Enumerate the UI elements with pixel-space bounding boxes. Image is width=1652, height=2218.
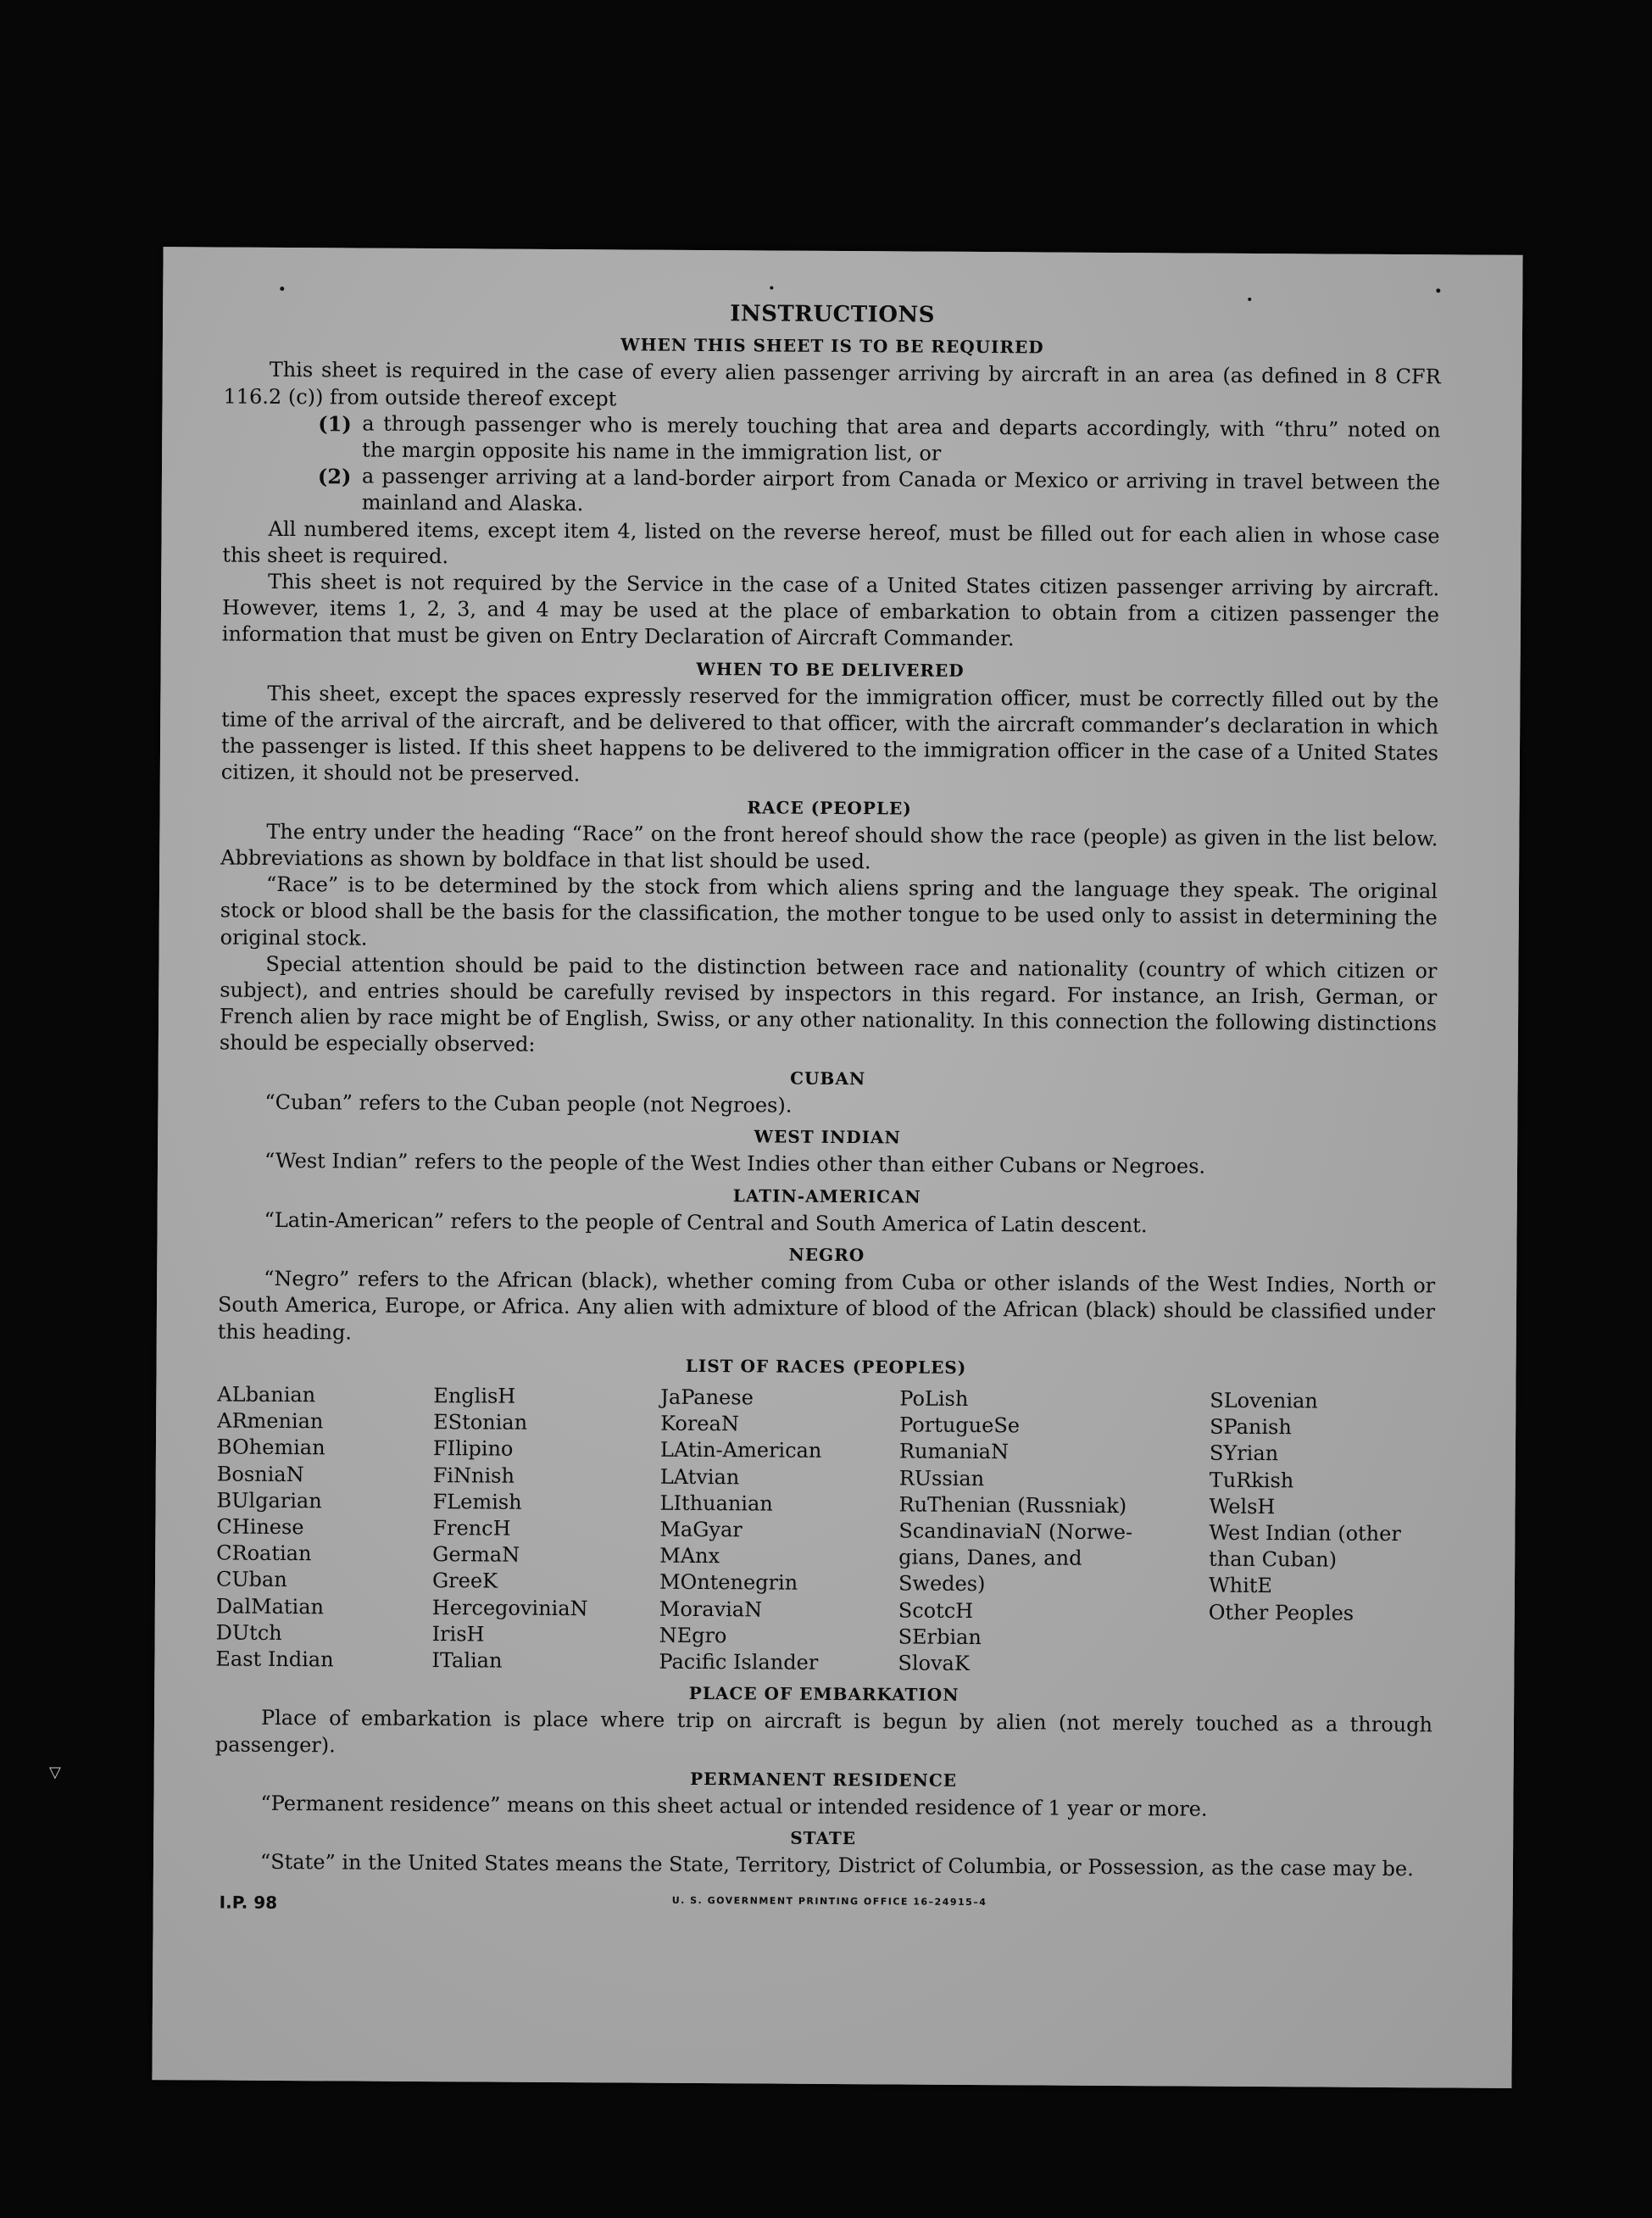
heading-permanent-residence: PERMANENT RESIDENCE [690, 1768, 958, 1791]
race-entry: EStonian [433, 1410, 528, 1435]
races-column [1208, 1388, 1432, 1680]
footer [214, 1882, 1432, 1915]
paragraph: Special attention should be paid to the distinction between race and nationality (country of which citizen or subject), and entries should be carefully revised by inspectors in this regard. For instance, an Irish, German, or French alien by race might be of English, Swiss, or any other nationality. In this connection the following distinctions should be especially observed: [219, 951, 1438, 1057]
item-number: (1) [318, 411, 352, 437]
form-id: I.P. 98 [219, 1892, 278, 1913]
heading-negro: NEGRO [788, 1244, 865, 1266]
paragraph: “Permanent residence” means on this sheet actual or intended residence of 1 year or more. [260, 1791, 1208, 1821]
paragraph: This sheet is required in the case of every alien passenger arriving by aircraft in an area (as defined in 8 CFR 116.2 (c)) from outside thereof except [223, 358, 1441, 410]
speck [770, 286, 773, 289]
race-entry: FLemish [432, 1489, 522, 1514]
race-entry: ITalian [431, 1648, 503, 1673]
paragraph: All numbered items, except item 4, listed on the reverse hereof, must be filled out for each alien in whose case this sheet is required. [222, 516, 1440, 569]
race-entry: IrisH [431, 1621, 485, 1647]
races-list [215, 1381, 1434, 1680]
race-entry: West Indian (other than Cuban) [1209, 1520, 1401, 1572]
race-entry: HercegoviniaN [431, 1595, 588, 1620]
race-entry: ScotcH [898, 1597, 974, 1623]
race-entry: SYrian [1209, 1441, 1279, 1466]
race-entry: MaGyar [659, 1517, 743, 1542]
race-entry: SPanish [1210, 1414, 1292, 1440]
item-number: (2) [317, 464, 352, 489]
heading-race: RACE (PEOPLE) [747, 796, 912, 819]
paragraph: “State” in the United States means the State, Territory, District of Columbia, or Possession, as the case may be. [259, 1850, 1414, 1881]
speck [280, 287, 284, 291]
race-entry: CUban [215, 1567, 287, 1592]
race-entry: FiNnish [432, 1463, 515, 1488]
race-entry: MAnx [659, 1543, 720, 1569]
race-entry: MOntenegrin [659, 1570, 798, 1596]
speck [1248, 298, 1251, 301]
paragraph: “West Indian” refers to the people of the West Indies other than either Cubans or Negroes. [264, 1149, 1206, 1179]
race-entry: ScandinaviaN (Norwe- gians, Danes, and Swedes) [898, 1519, 1133, 1597]
race-entry: CHinese [216, 1514, 304, 1540]
race-entry: FIlipino [432, 1436, 514, 1461]
race-entry: SlovaK [898, 1651, 970, 1675]
paragraph: The entry under the heading “Race” on the front hereof should show the race (people) as given in the list below. Abbreviations as shown by boldface in that list should be used. [220, 819, 1438, 874]
race-entry: LAtin-American [659, 1438, 822, 1463]
race-entry: ALbanian [217, 1382, 316, 1407]
race-entry: MoraviaN [659, 1597, 763, 1622]
races-column [898, 1385, 1210, 1678]
heading-when-required: WHEN THIS SHEET IS TO BE REQUIRED [620, 334, 1044, 358]
races-column [431, 1383, 660, 1675]
race-entry: NEgro [659, 1623, 727, 1647]
race-entry: Pacific Islander [659, 1649, 819, 1675]
race-entry: BUlgarian [216, 1488, 322, 1513]
race-entry: TuRkish [1209, 1468, 1294, 1492]
race-entry: Other Peoples [1208, 1600, 1354, 1625]
paragraph: “Race” is to be determined by the stock from which aliens spring and the language they speak. The original stock or blood shall be the basis for the classification, the mother tongue to be used only to assist in determining the original stock. [220, 872, 1438, 950]
race-entry: CRoatian [216, 1541, 312, 1566]
paragraph: Place of embarkation is place where trip on aircraft is begun by alien (not merely touched as a through passenger). [214, 1706, 1433, 1757]
paragraph: “Cuban” refers to the Cuban people (not Negroes). [264, 1089, 793, 1117]
race-entry: PoLish [899, 1386, 969, 1411]
race-entry: JaPanese [660, 1385, 754, 1410]
race-entry: ARmenian [217, 1408, 324, 1434]
paragraph: This sheet is not required by the Service in the case of a United States citizen passenger arriving by aircraft. However, items 1, 2, 3, and 4 may be used at the place of embarkation to obtain from a citizen passenger the information that must be given on Entry Declaration of Aircraft Commander. [221, 569, 1440, 651]
edge-mark-icon: ▽ [49, 1764, 61, 1781]
list-item [318, 463, 1440, 522]
heading-when-delivered: WHEN TO BE DELIVERED [696, 658, 965, 681]
paragraph: “Latin-American” refers to the people of Central and South America of Latin descent. [264, 1207, 1148, 1237]
speck [1436, 288, 1440, 293]
list-item [318, 410, 1440, 470]
document-body [214, 298, 1442, 1915]
races-column [659, 1385, 899, 1677]
race-entry: EnglisH [433, 1384, 516, 1408]
heading-state: STATE [790, 1827, 857, 1849]
race-entry: FrencH [432, 1516, 511, 1541]
race-entry: PortugueSe [899, 1413, 1021, 1438]
printer-imprint: U. S. GOVERNMENT PRINTING OFFICE 16–24915–4 [671, 1894, 987, 1908]
heading-place-of-embarkation: PLACE OF EMBARKATION [688, 1683, 959, 1706]
page-title: INSTRUCTIONS [730, 301, 936, 328]
race-entry: RuThenian (Russniak) [898, 1492, 1127, 1518]
paragraph: “Negro” refers to the African (black), whether coming from Cuba or other islands of the West Indies, North or South America, Europe, or Africa. Any alien with admixture of blood of the African (black) should be classified under this heading. [217, 1266, 1436, 1345]
race-entry: RumaniaN [898, 1439, 1010, 1464]
race-entry: BosniaN [216, 1462, 304, 1486]
race-entry: GreeK [431, 1569, 498, 1593]
race-entry: GermaN [432, 1542, 520, 1567]
heading-list-of-races: LIST OF RACES (PEOPLES) [685, 1355, 967, 1378]
race-entry: DalMatian [215, 1594, 325, 1619]
item-text: a passenger arriving at a land-border airport from Canada or Mexico or arriving in travel between the mainland and Alaska. [361, 464, 1441, 516]
race-entry: SLovenian [1210, 1388, 1318, 1413]
race-entry: BOhemian [216, 1435, 325, 1460]
race-entry: SErbian [898, 1624, 982, 1649]
race-entry: DUtch [215, 1620, 282, 1645]
race-entry: WhitE [1208, 1574, 1273, 1598]
document-page [152, 247, 1522, 2088]
heading-cuban: CUBAN [790, 1067, 866, 1089]
paragraph: This sheet, except the spaces expressly reserved for the immigration officer, must be correctly filled out by the time of the arrival of the aircraft, and be delivered to that officer, with the aircraft commander’s declaration in which the passenger is listed. If this sheet happens to be delivered to the immigration officer in the case of a United States citizen, it should not be preserved. [220, 681, 1439, 787]
race-entry: WelsH [1209, 1494, 1276, 1519]
heading-latin-american: LATIN-AMERICAN [732, 1184, 921, 1207]
race-entry: RUssian [898, 1465, 985, 1491]
races-column [215, 1381, 433, 1674]
heading-west-indian: WEST INDIAN [754, 1126, 901, 1148]
item-text: a through passenger who is merely touching that area and departs accordingly, with “thru” noted on the margin opposite his name in the immigration list, or [362, 411, 1441, 465]
race-entry: KoreaN [660, 1411, 739, 1436]
race-entry: East Indian [215, 1647, 334, 1672]
race-entry: LIthuanian [659, 1491, 773, 1516]
race-entry: LAtvian [659, 1464, 740, 1489]
